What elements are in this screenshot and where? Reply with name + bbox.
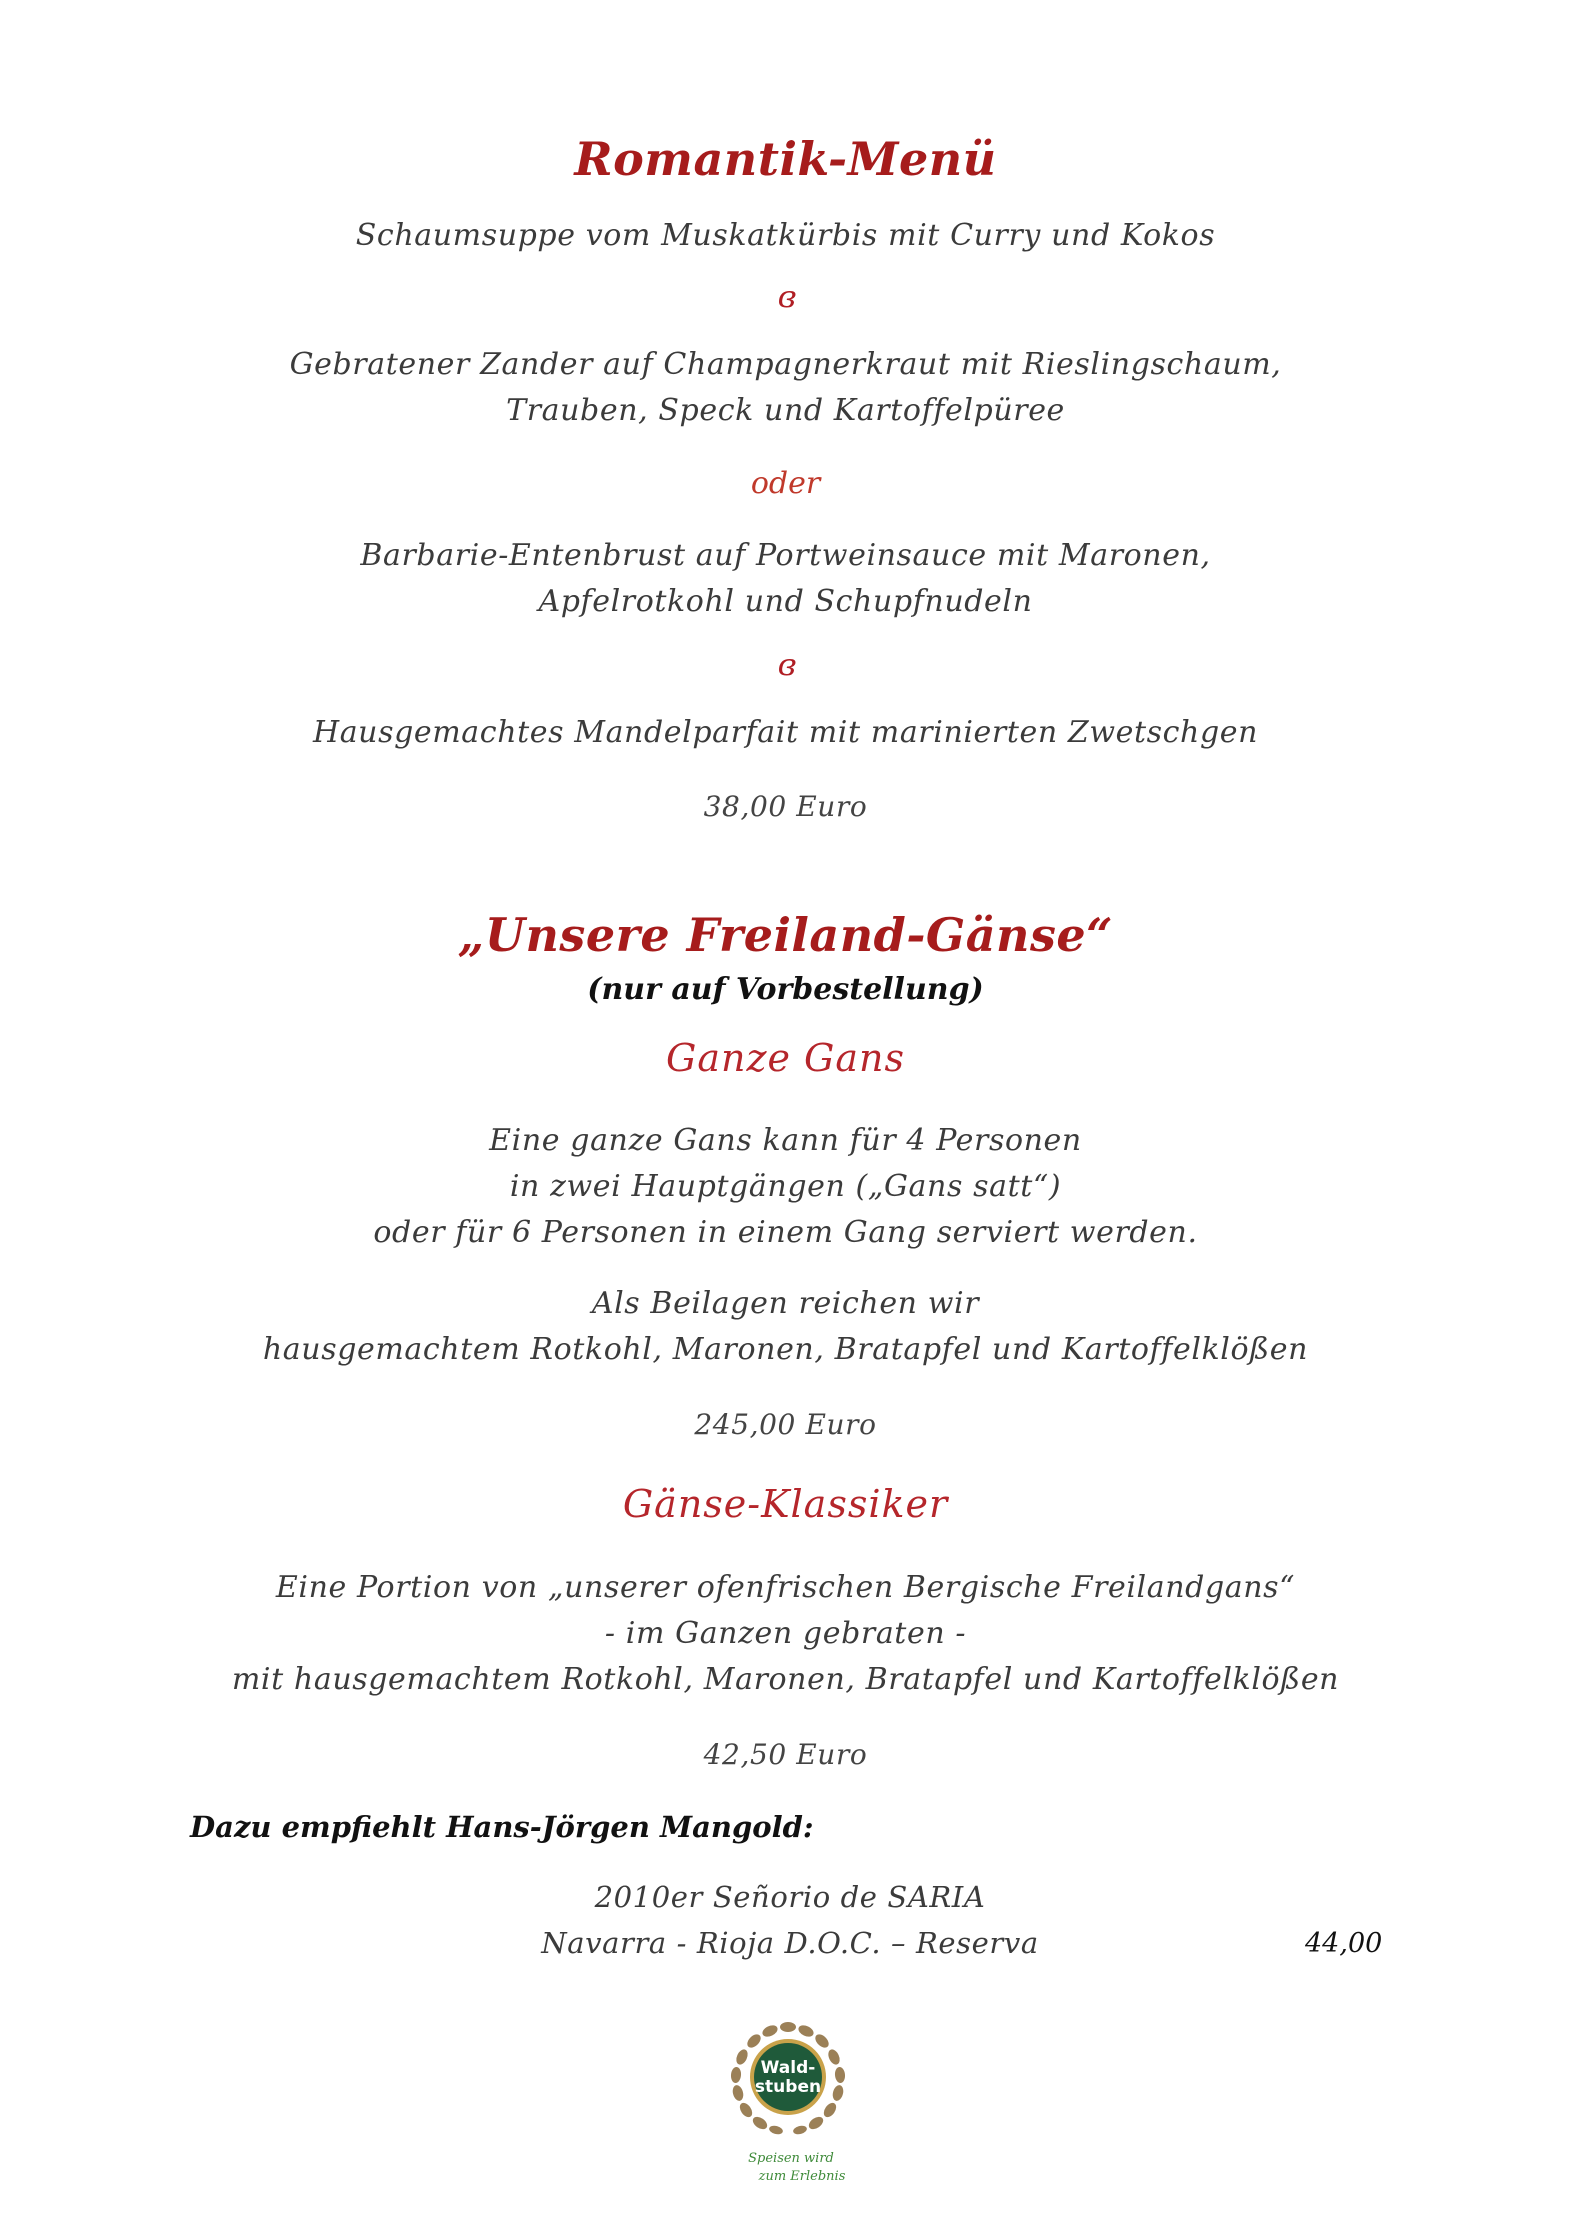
romantik-price: 38,00 Euro — [703, 790, 868, 823]
whole-goose-line2: in zwei Hauptgängen („Gans satt“) — [509, 1169, 1062, 1204]
goose-classic-title: Gänse-Klassiker — [622, 1482, 949, 1526]
geese-note: (nur auf Vorbestellung) — [587, 972, 984, 1007]
wine-price: 44,00 — [1305, 1928, 1383, 1959]
romantik-main1-line2: Trauben, Speck und Kartoffelpüree — [506, 393, 1065, 428]
separator-ornament-2: ɞ — [777, 648, 794, 683]
logo-text-line1: Wald- — [760, 2058, 816, 2078]
romantik-menu-title: Romantik-Menü — [574, 132, 997, 186]
whole-goose-title: Ganze Gans — [665, 1036, 906, 1080]
wine-recommendation-heading: Dazu empfiehlt Hans-Jörgen Mangold: — [190, 1810, 814, 1844]
romantik-main2-line1: Barbarie-Entenbrust auf Portweinsauce mit Maronen, — [360, 538, 1211, 573]
goose-classic-line2: - im Ganzen gebraten - — [604, 1616, 967, 1651]
whole-goose-line3: oder für 6 Personen in einem Gang serviert werden. — [373, 1215, 1198, 1250]
logo-text-line2: stuben — [754, 2077, 822, 2097]
whole-goose-line1: Eine ganze Gans kann für 4 Personen — [489, 1123, 1082, 1158]
whole-goose-price: 245,00 Euro — [694, 1408, 877, 1441]
logo-slogan-line2: zum Erlebnis — [758, 2169, 846, 2184]
romantik-starter: Schaumsuppe vom Muskatkürbis mit Curry und Kokos — [355, 218, 1216, 253]
geese-title: „Unsere Freiland-Gänse“ — [457, 908, 1114, 962]
romantik-or: oder — [750, 466, 821, 501]
whole-goose-line5: hausgemachtem Rotkohl, Maronen, Bratapfel und Kartoffelklößen — [262, 1332, 1309, 1367]
whole-goose-line4: Als Beilagen reichen wir — [591, 1286, 980, 1321]
goose-classic-price: 42,50 Euro — [703, 1738, 868, 1771]
wine-origin: Navarra - Rioja D.O.C. – Reserva — [541, 1926, 1039, 1960]
romantik-main1-line1: Gebratener Zander auf Champagnerkraut mit Rieslingschaum, — [289, 347, 1282, 382]
wine-name: 2010er Señorio de SARIA — [594, 1880, 986, 1914]
goose-classic-line1: Eine Portion von „unserer ofenfrischen Bergische Freilandgans“ — [275, 1570, 1296, 1605]
logo-slogan — [716, 2150, 866, 2186]
romantik-main2-line2: Apfelrotkohl und Schupfnudeln — [538, 584, 1033, 619]
goose-classic-line3: mit hausgemachtem Rotkohl, Maronen, Bratapfel und Kartoffelklößen — [231, 1662, 1340, 1697]
separator-ornament-1: ɞ — [777, 280, 794, 315]
romantik-dessert: Hausgemachtes Mandelparfait mit marinierten Zwetschgen — [312, 715, 1259, 750]
logo-slogan-line1: Speisen wird — [748, 2151, 834, 2166]
